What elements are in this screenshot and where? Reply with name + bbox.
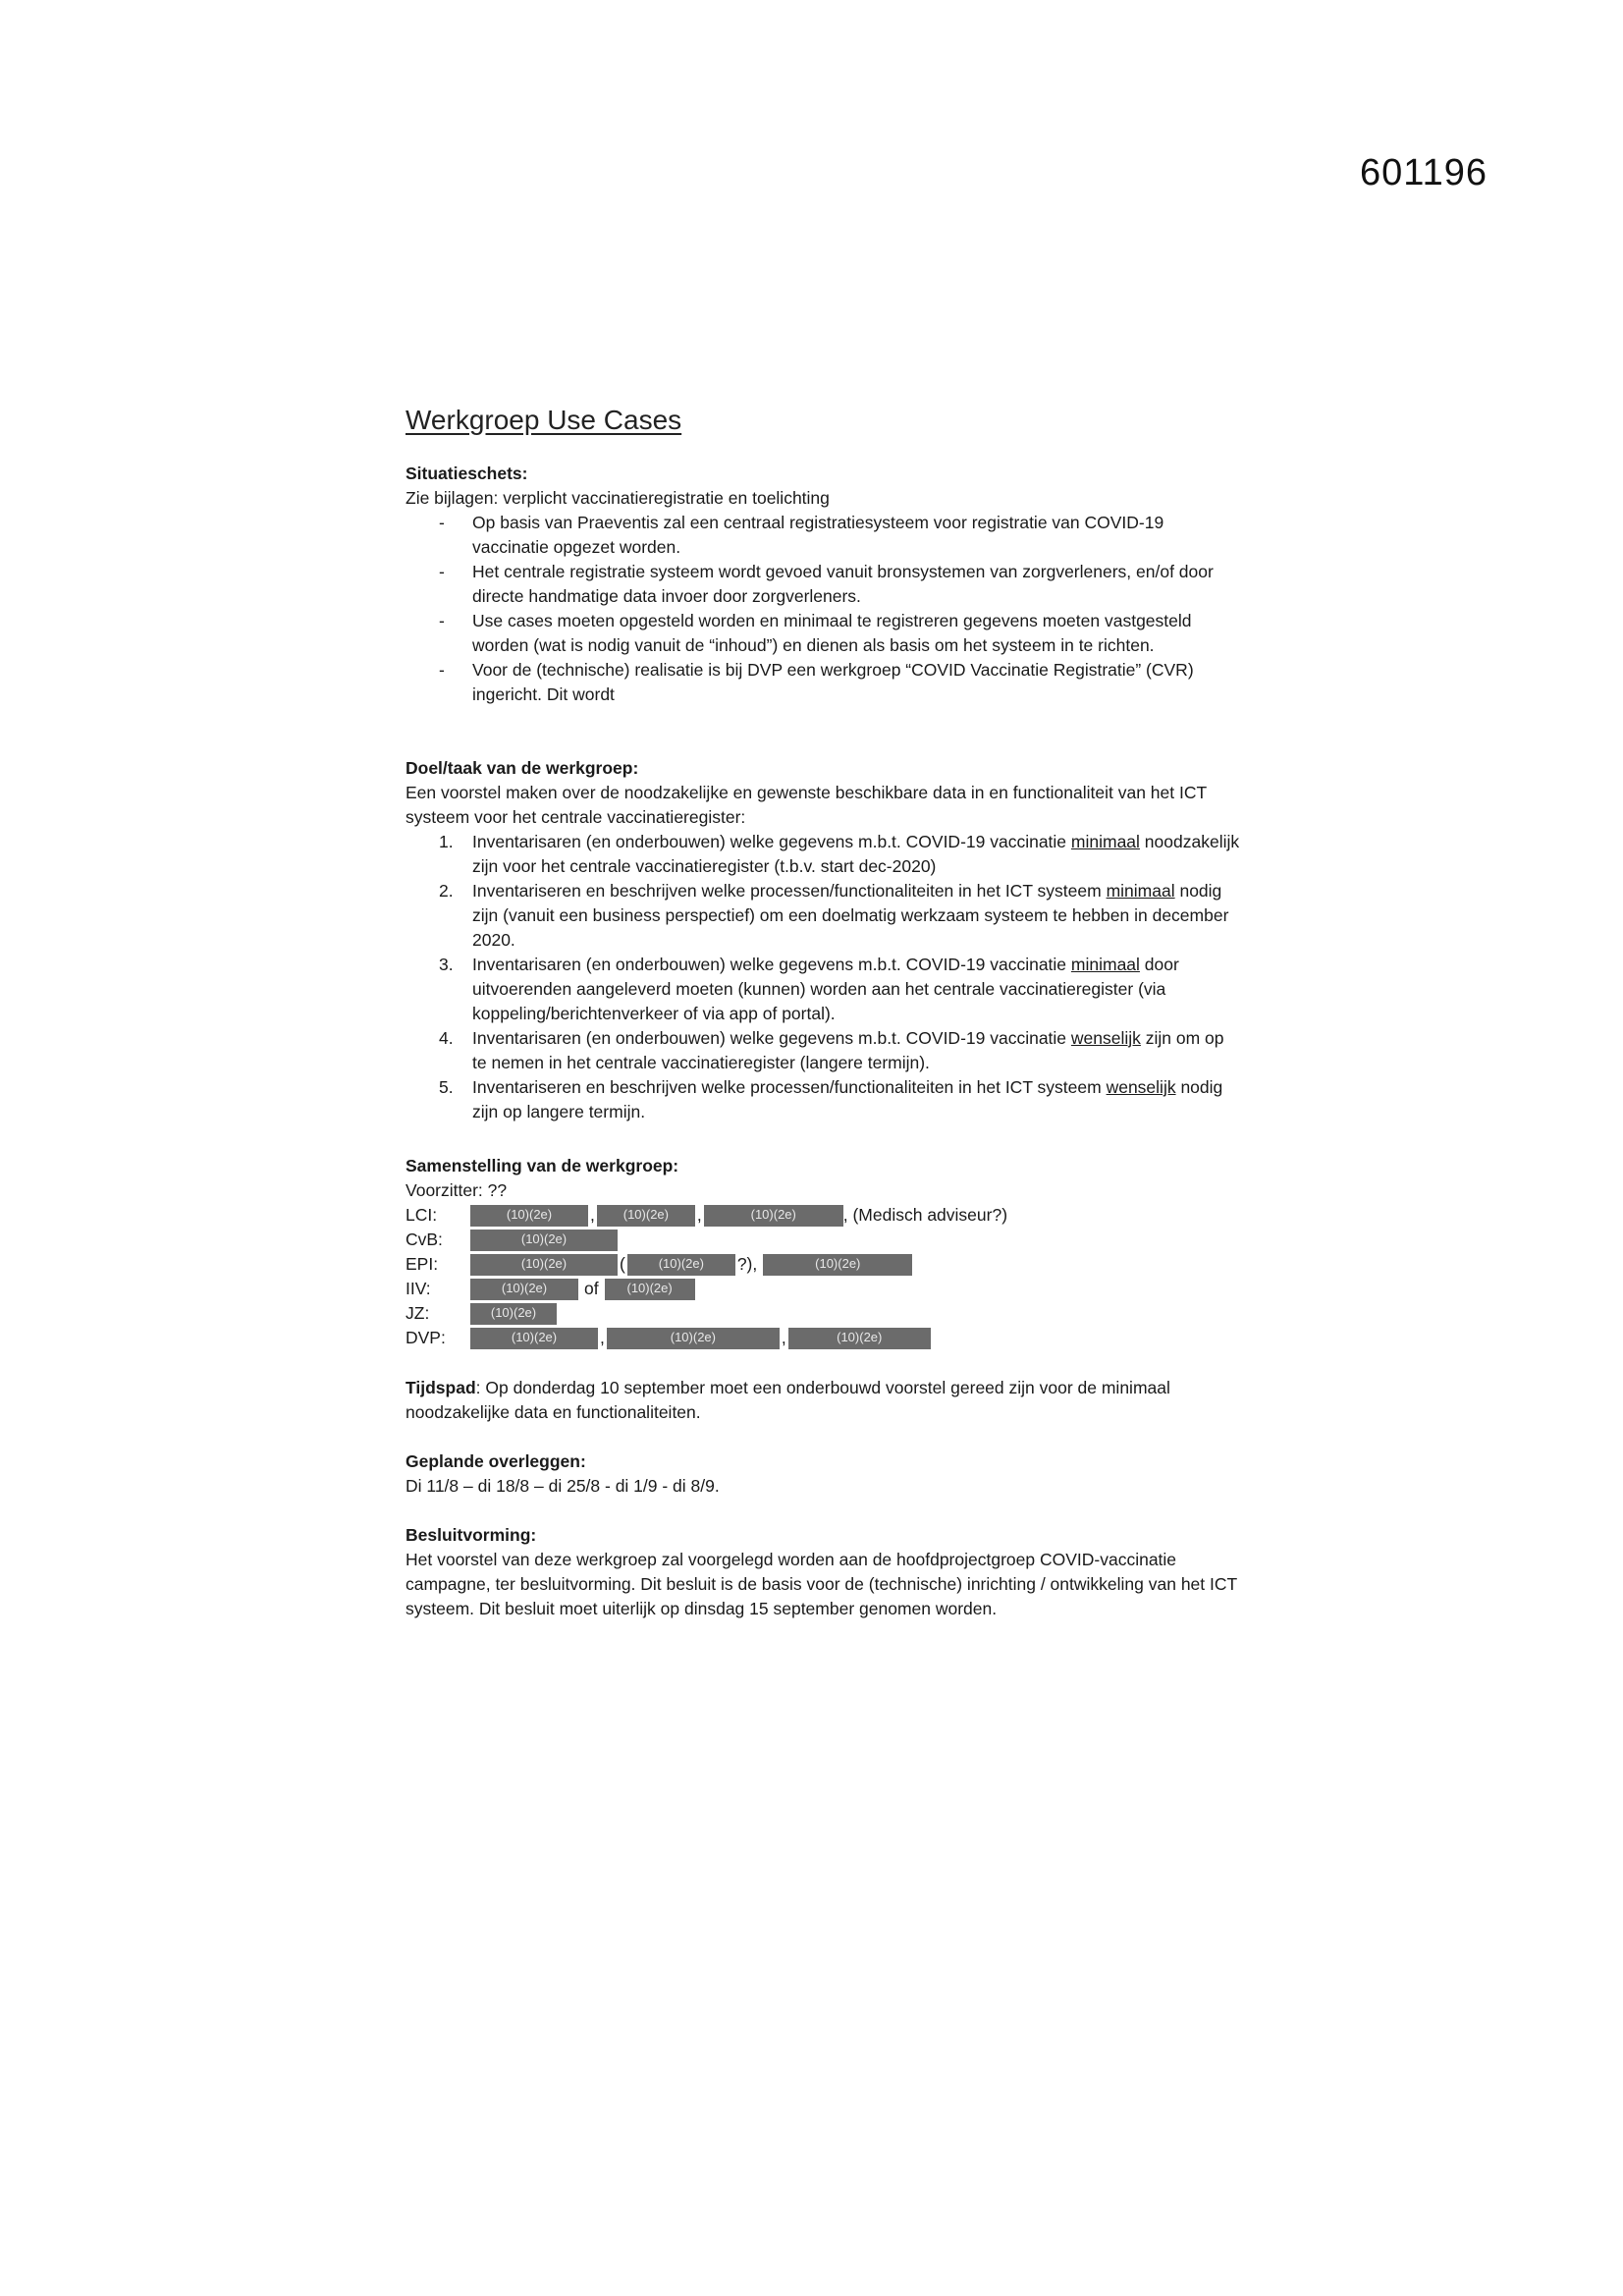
redaction-block: (10)(2e) <box>470 1230 618 1251</box>
samenstelling-section <box>406 1154 1240 1350</box>
samenstelling-heading: Samenstelling van de werkgroep: <box>406 1156 679 1175</box>
situatie-bullets <box>406 511 1240 707</box>
members-cell: (10)(2e) , (10)(2e) , (10)(2e) <box>470 1326 1007 1350</box>
redaction-block: (10)(2e) <box>605 1279 695 1300</box>
list-item <box>406 953 1240 1026</box>
situatie-heading: Situatieschets: <box>406 464 528 483</box>
item-text: Inventarisaren (en onderbouwen) welke gegevens m.b.t. COVID-19 vaccinatie <box>472 832 1071 851</box>
item-emphasis: wenselijk <box>1070 1028 1141 1048</box>
item-emphasis: minimaal <box>1070 832 1140 851</box>
list-item <box>406 879 1240 953</box>
role-label: EPI: <box>406 1254 439 1274</box>
members-cell <box>470 1277 1007 1301</box>
redaction-block: (10)(2e) <box>788 1328 931 1349</box>
besluit-heading: Besluitvorming: <box>406 1525 537 1545</box>
document-number: 601196 <box>1360 152 1488 193</box>
situatie-section <box>406 462 1240 707</box>
member-note: , (Medisch adviseur?) <box>842 1205 1008 1225</box>
members-cell <box>470 1228 1007 1252</box>
table-row <box>406 1301 1007 1326</box>
member-note: ?), <box>736 1254 758 1274</box>
role-label: LCI: <box>406 1205 438 1225</box>
table-row <box>406 1203 1007 1228</box>
redaction-block: (10)(2e) <box>627 1254 735 1276</box>
item-number: 5. <box>439 1077 454 1097</box>
doel-list <box>406 830 1240 1124</box>
redaction-block: (10)(2e) <box>763 1254 912 1276</box>
item-text: Inventariseren en beschrijven welke processen/functionaliteiten in het ICT systeem <box>472 1077 1107 1097</box>
role-label: CvB: <box>406 1230 443 1249</box>
member-note: ( <box>620 1254 625 1274</box>
item-emphasis: minimaal <box>1106 881 1175 901</box>
item-number: 2. <box>439 881 454 901</box>
item-text: nodig zijn op langere termijn. <box>472 1077 1223 1121</box>
page-title: Werkgroep Use Cases <box>406 405 682 435</box>
redaction-block: (10)(2e) <box>597 1205 695 1227</box>
item-text: nodig zijn (vanuit een business perspectief) om een doelmatig werkzaam systeem te hebben in december 2020. <box>472 881 1229 950</box>
redaction-block: (10)(2e) <box>470 1303 557 1325</box>
besluit-section <box>406 1523 1240 1621</box>
redaction-block: (10)(2e) <box>607 1328 780 1349</box>
situatie-intro: Zie bijlagen: verplicht vaccinatieregistratie en toelichting <box>406 488 830 508</box>
item-text: noodzakelijk zijn voor het centrale vaccinatieregister (t.b.v. start dec-2020) <box>472 832 1240 876</box>
besluit-text: Het voorstel van deze werkgroep zal voorgelegd worden aan de hoofdprojectgroep COVID-vaccinatie campagne, ter besluitvorming. Dit besluit is de basis voor de (technische) inrichting / ontwikkeling van het ICT systeem. Dit besluit moet uiterlijk op dinsdag 15 september genomen worden. <box>406 1550 1237 1618</box>
item-number: 4. <box>439 1028 454 1048</box>
members-cell <box>470 1301 1007 1326</box>
tijdspad-text <box>406 1376 1240 1425</box>
item-text: door uitvoerenden aangeleverd moeten (kunnen) worden aan het centrale vaccinatieregister (via koppeling/berichtenverkeer of via app of portal). <box>472 955 1179 1023</box>
members-cell: (10)(2e) , (10)(2e) , (10)(2e) , (Medisch adviseur?) <box>470 1203 1007 1228</box>
members-cell <box>470 1252 1007 1277</box>
redaction-block: (10)(2e) <box>470 1279 578 1300</box>
role-label: IIV: <box>406 1279 431 1298</box>
role-label: JZ: <box>406 1303 430 1323</box>
list-item <box>406 1026 1240 1075</box>
item-text: Inventarisaren (en onderbouwen) welke gegevens m.b.t. COVID-19 vaccinatie <box>472 1028 1071 1048</box>
item-text: zijn om op te nemen in het centrale vaccinatieregister (langere termijn). <box>472 1028 1224 1072</box>
member-note: of <box>584 1279 599 1298</box>
role-label: DVP: <box>406 1328 446 1347</box>
table-row <box>406 1252 1007 1277</box>
tijdspad-body: : Op donderdag 10 september moet een onderbouwd voorstel gereed zijn voor de minimaal noodzakelijke data en functionaliteiten. <box>406 1378 1170 1422</box>
item-number: 3. <box>439 955 454 974</box>
members-table <box>406 1203 1007 1350</box>
table-row <box>406 1326 1007 1350</box>
redaction-block: (10)(2e) <box>704 1205 843 1227</box>
redaction-block: (10)(2e) <box>470 1328 598 1349</box>
list-item: - Het centrale registratie systeem wordt gevoed vanuit bronsystemen van zorgverleners, en/of door directe handmatige data invoer door zorgverleners. <box>406 560 1240 609</box>
item-emphasis: wenselijk <box>1106 1077 1176 1097</box>
list-item <box>406 1075 1240 1124</box>
item-text: Inventarisaren (en onderbouwen) welke gegevens m.b.t. COVID-19 vaccinatie <box>472 955 1071 974</box>
list-item: - Use cases moeten opgesteld worden en minimaal te registreren gegevens moeten vastgesteld worden (wat is nodig vanuit de “inhoud”) en dienen als basis om het systeem in te richten. <box>406 609 1240 658</box>
overleggen-text: Di 11/8 – di 18/8 – di 25/8 - di 1/9 - di 8/9. <box>406 1476 720 1496</box>
list-item <box>406 830 1240 879</box>
redaction-block: (10)(2e) <box>470 1205 588 1227</box>
table-row <box>406 1277 1007 1301</box>
tijdspad-label: Tijdspad <box>406 1378 476 1397</box>
tijdspad-section <box>406 1376 1240 1425</box>
list-item: - Op basis van Praeventis zal een centraal registratiesysteem voor registratie van COVID-19 vaccinatie opgezet worden. <box>406 511 1240 560</box>
item-emphasis: minimaal <box>1070 955 1140 974</box>
redaction-block: (10)(2e) <box>470 1254 618 1276</box>
item-text: Inventariseren en beschrijven welke processen/functionaliteiten in het ICT systeem <box>472 881 1107 901</box>
overleggen-heading: Geplande overleggen: <box>406 1451 586 1471</box>
overleggen-section <box>406 1449 1240 1499</box>
list-item: - Voor de (technische) realisatie is bij DVP een werkgroep “COVID Vaccinatie Registratie” (CVR) ingericht. Dit wordt <box>406 658 1240 707</box>
table-row <box>406 1228 1007 1252</box>
doel-section <box>406 756 1240 1124</box>
doel-heading: Doel/taak van de werkgroep: <box>406 758 639 778</box>
voorzitter-line: Voorzitter: ?? <box>406 1180 508 1200</box>
item-number: 1. <box>439 832 454 851</box>
doel-intro: Een voorstel maken over de noodzakelijke en gewenste beschikbare data in en functionaliteit van het ICT systeem voor het centrale vaccinatieregister: <box>406 783 1207 827</box>
